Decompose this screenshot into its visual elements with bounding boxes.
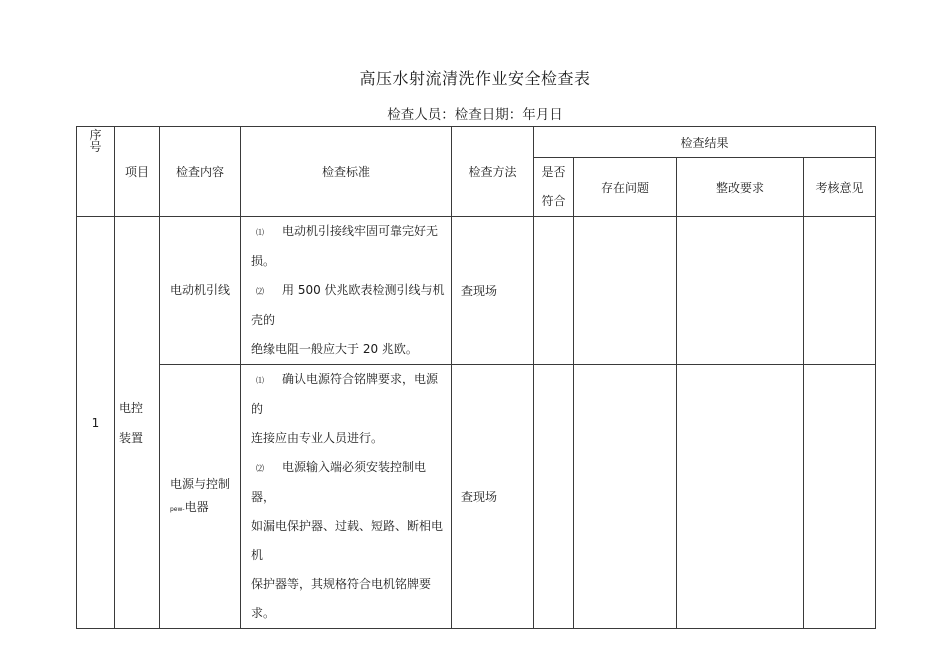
- row-method-power-control: 查现场: [452, 365, 534, 629]
- row-item-line-1: 电控: [119, 400, 144, 415]
- row-assessment-cell: [804, 217, 876, 365]
- row-item-line-2: 装置: [119, 430, 144, 445]
- row-assessment-cell: [804, 365, 876, 629]
- standard-text: 如漏电保护器、过载、短路、断相电机: [251, 519, 444, 562]
- header-compliant: [534, 158, 574, 217]
- header-rectification: 整改要求: [677, 158, 804, 217]
- header-row-1: [77, 127, 876, 158]
- header-seq: [77, 127, 115, 217]
- row-index: 1: [77, 217, 115, 629]
- header-compliant-line-2: 符合: [541, 194, 566, 208]
- row-rectification-cell: [677, 217, 804, 365]
- row-method-motor-lead: 查现场: [452, 217, 534, 365]
- content-line-2: [170, 496, 240, 521]
- standard-line: [251, 512, 445, 570]
- row-compliant-cell: [534, 217, 574, 365]
- content-line-1: 电源与控制: [170, 476, 231, 491]
- standard-number: ⑴: [256, 228, 264, 237]
- content-small-prefix: pew-: [170, 505, 185, 513]
- row-standard-motor-lead: [241, 217, 452, 365]
- standard-text: 电源输入端必须安装控制电器，: [251, 460, 427, 504]
- header-result-group: 检查结果: [534, 127, 876, 158]
- header-assessment: 考核意见: [804, 158, 876, 217]
- row-content-motor-lead: 电动机引线: [160, 217, 241, 365]
- header-item: 项目: [115, 127, 160, 217]
- row-compliant-cell: [534, 365, 574, 629]
- standard-line: [251, 276, 445, 335]
- standard-line: [251, 365, 445, 424]
- table-row: [77, 217, 876, 365]
- row-rectification-cell: [677, 365, 804, 629]
- header-compliant-line-1: 是否: [541, 165, 566, 179]
- row-item: [115, 217, 160, 629]
- header-method: 检查方法: [452, 127, 534, 217]
- safety-checklist-table: [76, 126, 876, 629]
- header-issues: 存在问题: [574, 158, 677, 217]
- table-row: [77, 365, 876, 629]
- row-standard-power-control: [241, 365, 452, 629]
- standard-text: 绝缘电阻一般应大于 20 兆欧。: [251, 342, 418, 356]
- content-line-2-text: 电器: [184, 499, 209, 514]
- standard-number: ⑵: [256, 287, 264, 296]
- standard-text: 确认电源符合铭牌要求，电源的: [251, 372, 439, 416]
- inspection-meta-line: 检查人员：检查日期：年月日: [387, 107, 563, 123]
- standard-number: ⑴: [256, 376, 264, 385]
- document-title: 高压水射流清洗作业安全检查表: [359, 69, 591, 88]
- standard-line: [251, 453, 445, 512]
- header-seq-line-1: 序: [89, 128, 102, 142]
- row-issues-cell: [574, 365, 677, 629]
- standard-line: [251, 335, 445, 364]
- header-content: 检查内容: [160, 127, 241, 217]
- row-content-power-control: [160, 365, 241, 629]
- standard-line: [251, 217, 445, 276]
- header-standard: 检查标准: [241, 127, 452, 217]
- standard-line: [251, 570, 445, 628]
- standard-text: 保护器等，其规格符合电机铭牌要求。: [251, 577, 432, 620]
- standard-line: [251, 424, 445, 453]
- standard-text: 电动机引接线牢固可靠完好无损。: [251, 224, 439, 268]
- row-issues-cell: [574, 217, 677, 365]
- standard-number: ⑵: [256, 464, 264, 473]
- header-seq-line-2: 号: [89, 140, 102, 154]
- standard-text: 用 500 伏兆欧表检测引线与机壳的: [251, 283, 445, 327]
- standard-text: 连接应由专业人员进行。: [251, 431, 384, 445]
